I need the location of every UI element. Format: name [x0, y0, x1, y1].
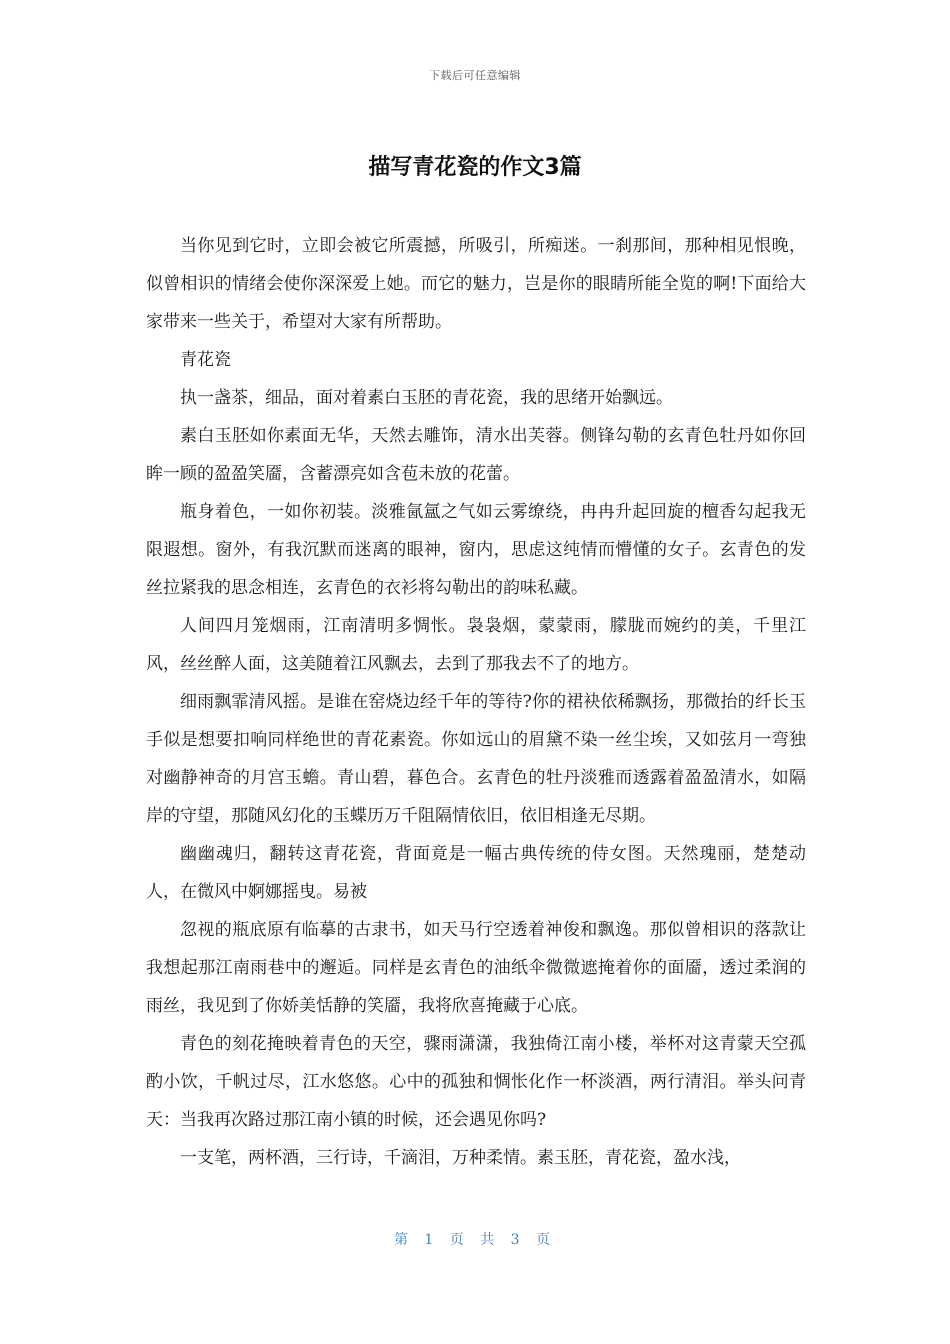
paragraph: 瓶身着色，一如你初装。淡雅氤氲之气如云雾缭绕，冉冉升起回旋的檀香勾起我无限遐想。窗外，有我沉默而迷离的眼神，窗内，思虑这纯情而懵懂的女子。玄青色的发丝拉紧我的思念相连，玄青色的衣衫将勾勒出的韵味私藏。: [146, 502, 806, 598]
paragraph: 人间四月笼烟雨，江南清明多惆怅。袅袅烟，蒙蒙雨，朦胧而婉约的美，千里江风，丝丝醉人面，这美随着江风飘去，去到了那我去不了的地方。: [146, 616, 806, 674]
paragraph: 幽幽魂归，翻转这青花瓷，背面竟是一幅古典传统的侍女图。天然瑰丽，楚楚动人，在微风中婀娜摇曳。易被: [146, 844, 806, 902]
page-number-footer: 第 1 页 共 3 页: [393, 1232, 557, 1248]
page-header-note: 下载后可任意编辑: [429, 69, 521, 82]
paragraph: 青色的刻花掩映着青色的天空，骤雨潇潇，我独倚江南小楼，举杯对这青蒙天空孤酌小饮，千帆过尽，江水悠悠。心中的孤独和惆怅化作一杯淡酒，两行清泪。举头问青天：当我再次路过那江南小镇的时候，还会遇见你吗?: [146, 1034, 806, 1130]
paragraph: 细雨飘霏清风摇。是谁在窑烧边经千年的等待?你的裙袂依稀飘扬，那微抬的纤长玉手似是想要扣响同样绝世的青花素瓷。你如远山的眉黛不染一丝尘埃，又如弦月一弯独对幽静神奇的月宫玉蟾。青山碧，暮色合。玄青色的牡丹淡雅而透露着盈盈清水，如隔岸的守望，那随风幻化的玉蝶历万千阻隔情依旧，依旧相逢无尽期。: [146, 692, 806, 826]
paragraph-subtitle: 青花瓷: [180, 350, 231, 370]
paragraph: 忽视的瓶底原有临摹的古隶书，如天马行空透着神俊和飘逸。那似曾相识的落款让我想起那江南雨巷中的邂逅。同样是玄青色的油纸伞微微遮掩着你的面靥，透过柔润的雨丝，我见到了你娇美恬静的笑靥，我将欣喜掩藏于心底。: [146, 920, 806, 1016]
paragraph: 一支笔，两杯酒，三行诗，千滴泪，万种柔情。素玉胚，青花瓷，盈水浅，: [180, 1148, 741, 1168]
document-title: 描写青花瓷的作文3篇: [368, 155, 582, 180]
paragraph: 执一盏茶，细品，面对着素白玉胚的青花瓷，我的思绪开始飘远。: [180, 388, 673, 408]
paragraph-intro: 当你见到它时，立即会被它所震撼，所吸引，所痴迷。一刹那间，那种相见恨晚，似曾相识的情绪会使你深深爱上她。而它的魅力，岂是你的眼睛所能全览的啊!下面给大家带来一些关于，希望对大家有所帮助。: [146, 236, 806, 332]
document-body: [146, 227, 806, 1177]
paragraph: 素白玉胚如你素面无华，天然去雕饰，清水出芙蓉。侧锋勾勒的玄青色牡丹如你回眸一顾的盈盈笑靥，含蓄漂亮如含苞未放的花蕾。: [146, 426, 806, 484]
